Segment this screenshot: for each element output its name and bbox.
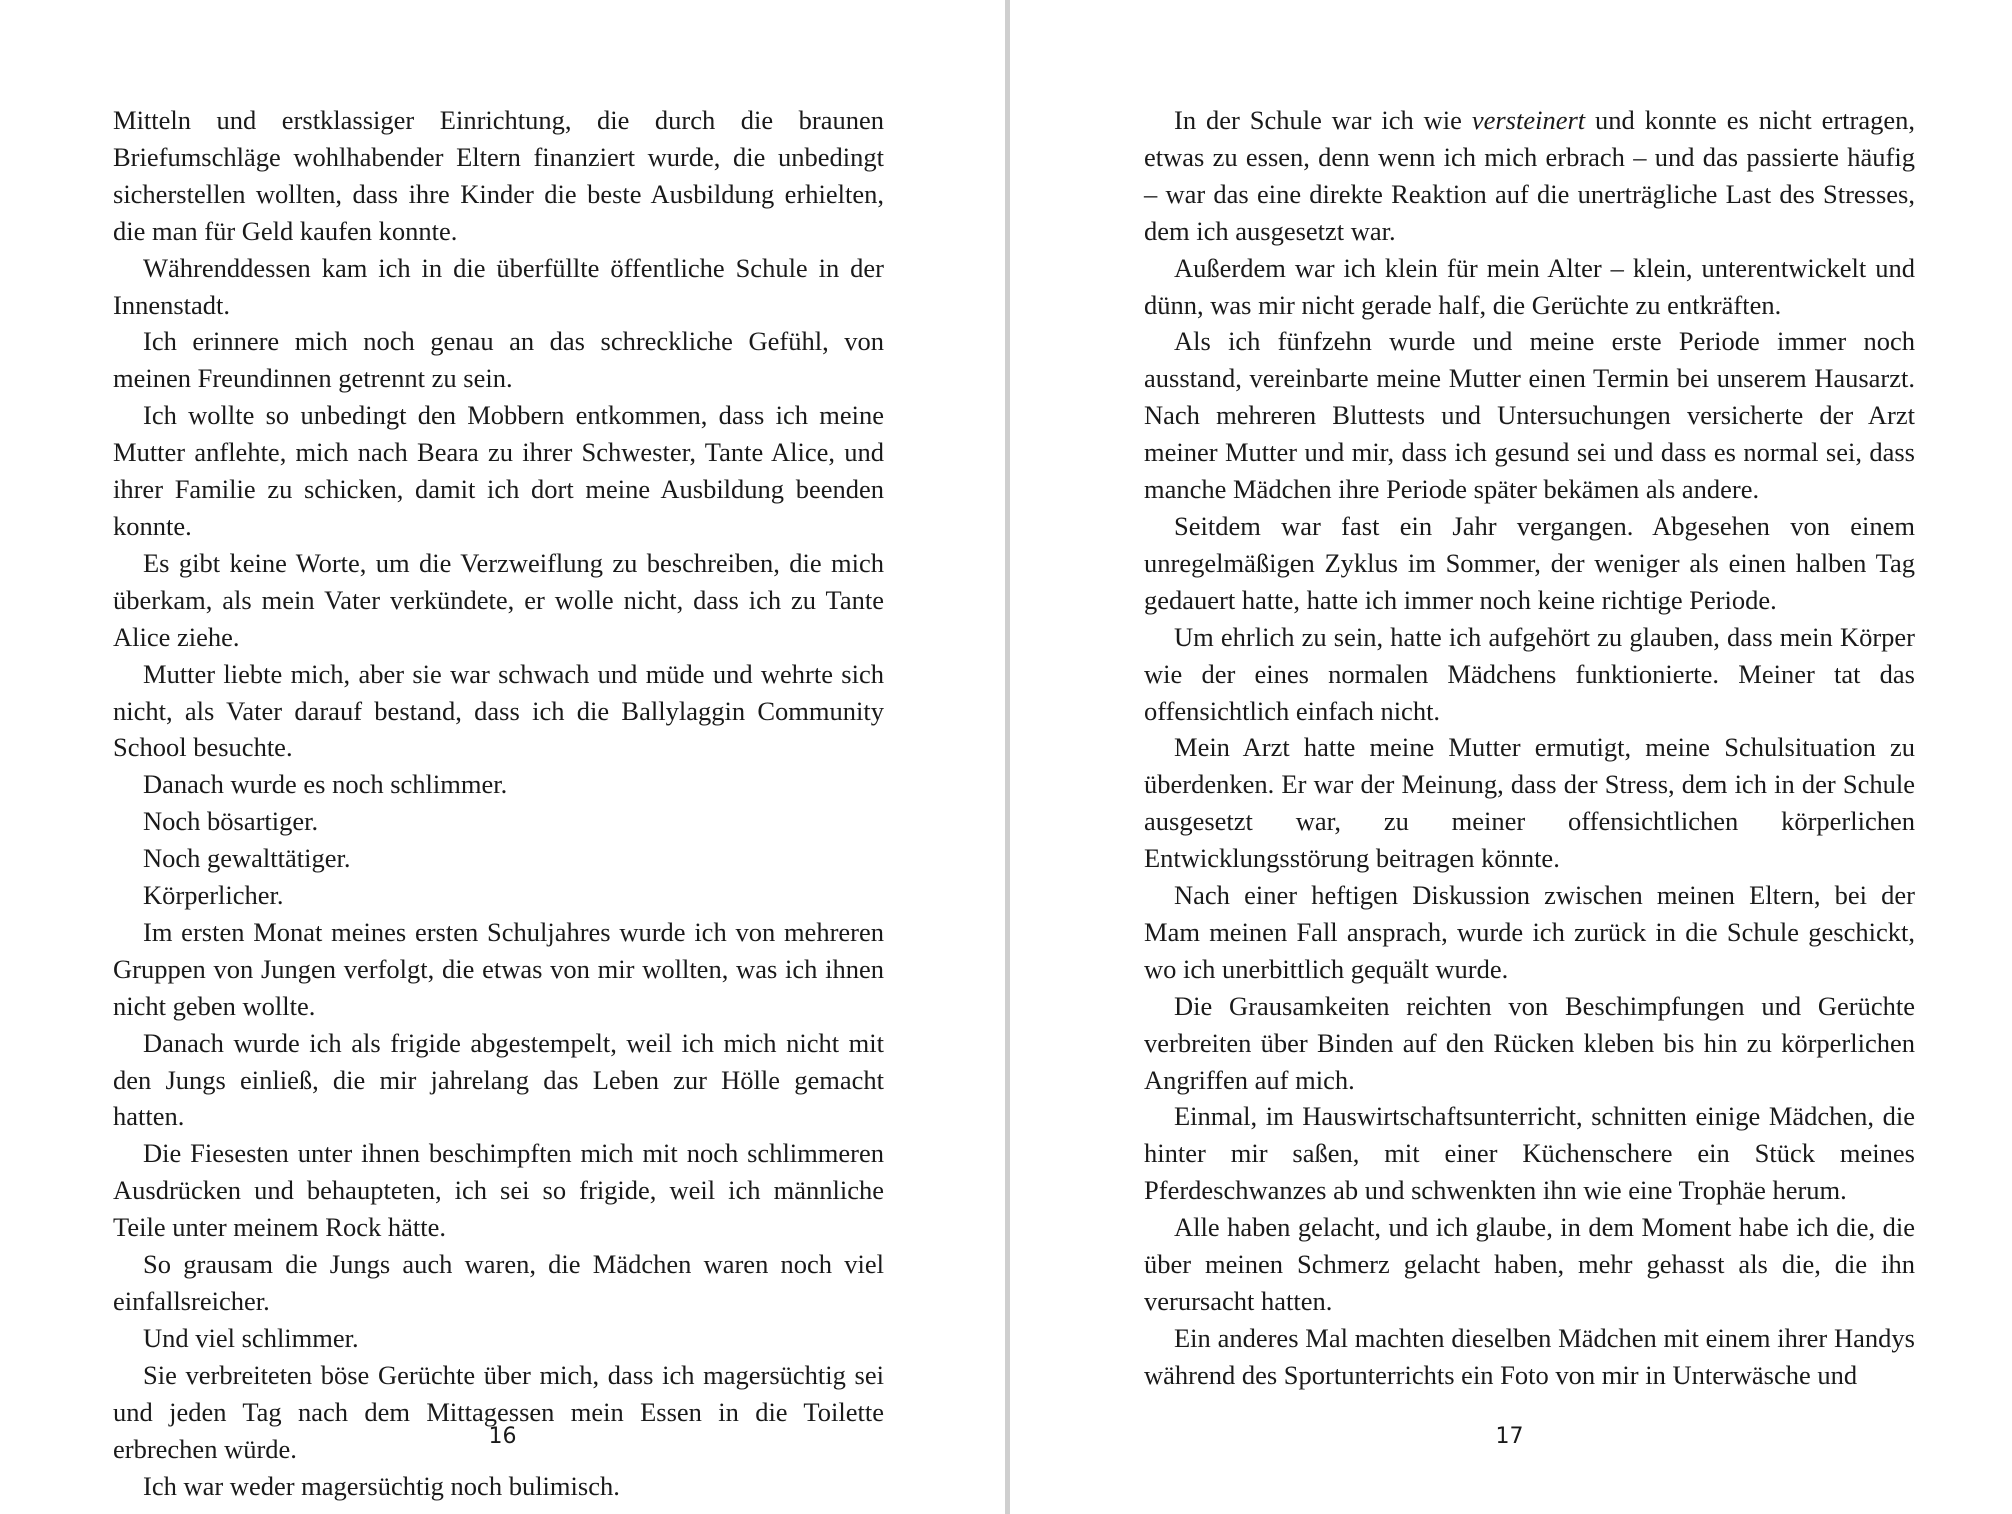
left-page xyxy=(0,0,1005,1514)
right-page xyxy=(1007,0,2012,1514)
paragraph: Einmal, im Hauswirtschaftsunterricht, schnitten einige Mädchen, die hinter mir saßen, mit einer Küchenschere ein Stück meines Pferdeschwanzes ab und schwenkten ihn wie eine Trophäe herum. xyxy=(1144,1101,1915,1206)
paragraph: Mutter liebte mich, aber sie war schwach und müde und wehrte sich nicht, als Vater darauf bestand, dass ich die Ballylaggin Community School besuchte. xyxy=(113,658,884,763)
paragraph: Nach einer heftigen Diskussion zwischen meinen Eltern, bei der Mam meinen Fall ansprach, wurde ich zurück in die Schule geschickt, wo ich unerbittlich gequält wurde. xyxy=(1144,880,1915,984)
paragraph: Währenddessen kam ich in die überfüllte öffentliche Schule in der Innenstadt. xyxy=(113,252,884,320)
page-number-label: 16 xyxy=(488,1424,517,1449)
paragraph: Danach wurde es noch schlimmer. xyxy=(143,769,508,800)
paragraph xyxy=(1144,102,1915,250)
paragraph: So grausam die Jungs auch waren, die Mädchen waren noch viel einfallsreicher. xyxy=(113,1249,884,1316)
paragraph: Und viel schlimmer. xyxy=(143,1322,359,1353)
page-number xyxy=(1007,1424,2012,1449)
paragraph: Noch bösartiger. xyxy=(143,806,319,837)
paragraph: Körperlicher. xyxy=(143,880,284,911)
left-page-text xyxy=(113,102,884,1504)
paragraph: Im ersten Monat meines ersten Schuljahres wurde ich von mehreren Gruppen von Jungen verfolgt, die etwas von mir wollten, was ich ihnen nicht geben wollte. xyxy=(113,916,884,1021)
page-number xyxy=(0,1424,1005,1449)
paragraph: Um ehrlich zu sein, hatte ich aufgehört zu glauben, dass mein Körper wie der eines normalen Mädchens funktionierte. Meiner tat das offensichtlich einfach nicht. xyxy=(1144,621,1915,726)
paragraph: Ich erinnere mich noch genau an das schreckliche Gefühl, von meinen Freundinnen getrennt zu sein. xyxy=(113,326,884,394)
paragraph: Die Fiesesten unter ihnen beschimpften mich mit noch schlimmeren Ausdrücken und behaupteten, ich sei so frigide, weil ich männliche Teile unter meinem Rock hätte. xyxy=(113,1138,884,1243)
paragraph: Alle haben gelacht, und ich glaube, in dem Moment habe ich die, die über meinen Schmerz gelacht haben, mehr gehasst als die, die ihn verursacht hatten. xyxy=(1144,1212,1915,1316)
emphasized-word: versteinert xyxy=(1471,105,1586,135)
paragraph: Mitteln und erstklassiger Einrichtung, die durch die braunen Briefumschläge wohlhabender Eltern finanziert wurde, die unbedingt sicherstellen wollten, dass ihre Kinder die beste Ausbildung erhielten, die man für Geld kaufen konnte. xyxy=(113,105,884,246)
paragraph: Ich wollte so unbedingt den Mobbern entkommen, dass ich meine Mutter anflehte, mich nach Beara zu ihrer Schwester, Tante Alice, und ihrer Familie zu schicken, damit ich dort meine Ausbildung beenden konnte. xyxy=(113,400,884,541)
paragraph: Mein Arzt hatte meine Mutter ermutigt, meine Schulsituation zu überdenken. Er war der Meinung, dass der Stress, dem ich in der Schule ausgesetzt war, zu meiner offensichtlichen körperlichen Entwicklungsstörung beitragen könnte. xyxy=(1144,732,1915,874)
page-number-label: 17 xyxy=(1495,1424,1524,1449)
paragraph-text-end: und konnte es nicht ertragen, etwas zu essen, denn wenn ich mich erbrach – und das passierte häufig – war das eine direkte Reaktion auf die unerträgliche Last des Stresses, dem ich ausgesetzt war. xyxy=(1144,105,1916,246)
paragraph: Noch gewalttätiger. xyxy=(143,843,351,874)
paragraph: Außerdem war ich klein für mein Alter – klein, unterentwickelt und dünn, was mir nicht gerade half, die Gerüchte zu entkräften. xyxy=(1144,252,1915,320)
paragraph: Danach wurde ich als frigide abgestempelt, weil ich mich nicht mit den Jungs einließ, die mir jahrelang das Leben zur Hölle gemacht hatten. xyxy=(113,1027,884,1132)
paragraph: Es gibt keine Worte, um die Verzweiflung zu beschreiben, die mich überkam, als mein Vater verkündete, er wolle nicht, dass ich zu Tante Alice ziehe. xyxy=(113,547,884,652)
paragraph: Ich war weder magersüchtig noch bulimisch. xyxy=(143,1470,620,1501)
paragraph: Ein anderes Mal machten dieselben Mädchen mit einem ihrer Handys während des Sportunterrichts ein Foto von mir in Unterwäsche und xyxy=(1144,1322,1915,1390)
paragraph: Die Grausamkeiten reichten von Beschimpfungen und Gerüchte verbreiten über Binden auf den Rücken kleben bis hin zu körperlichen Angriffen auf mich. xyxy=(1144,990,1915,1095)
paragraph-text-start: In der Schule war ich wie xyxy=(1174,105,1472,135)
right-page-text xyxy=(1144,102,1915,1394)
paragraph: Seitdem war fast ein Jahr vergangen. Abgesehen von einem unregelmäßigen Zyklus im Sommer, der weniger als einen halben Tag gedauert hatte, hatte ich immer noch keine richtige Periode. xyxy=(1144,510,1915,615)
paragraph: Sie verbreiteten böse Gerüchte über mich, dass ich magersüchtig sei und jeden Tag nach dem Mittagessen mein Essen in die Toilette erbrechen würde. xyxy=(113,1359,884,1464)
paragraph: Als ich fünfzehn wurde und meine erste Periode immer noch ausstand, vereinbarte meine Mutter einen Termin bei unserem Hausarzt. Nach mehreren Bluttests und Untersuchungen versicherte der Arzt meiner Mutter und mir, dass ich gesund sei und dass es normal sei, dass manche Mädchen ihre Periode später bekämen als andere. xyxy=(1144,326,1915,505)
